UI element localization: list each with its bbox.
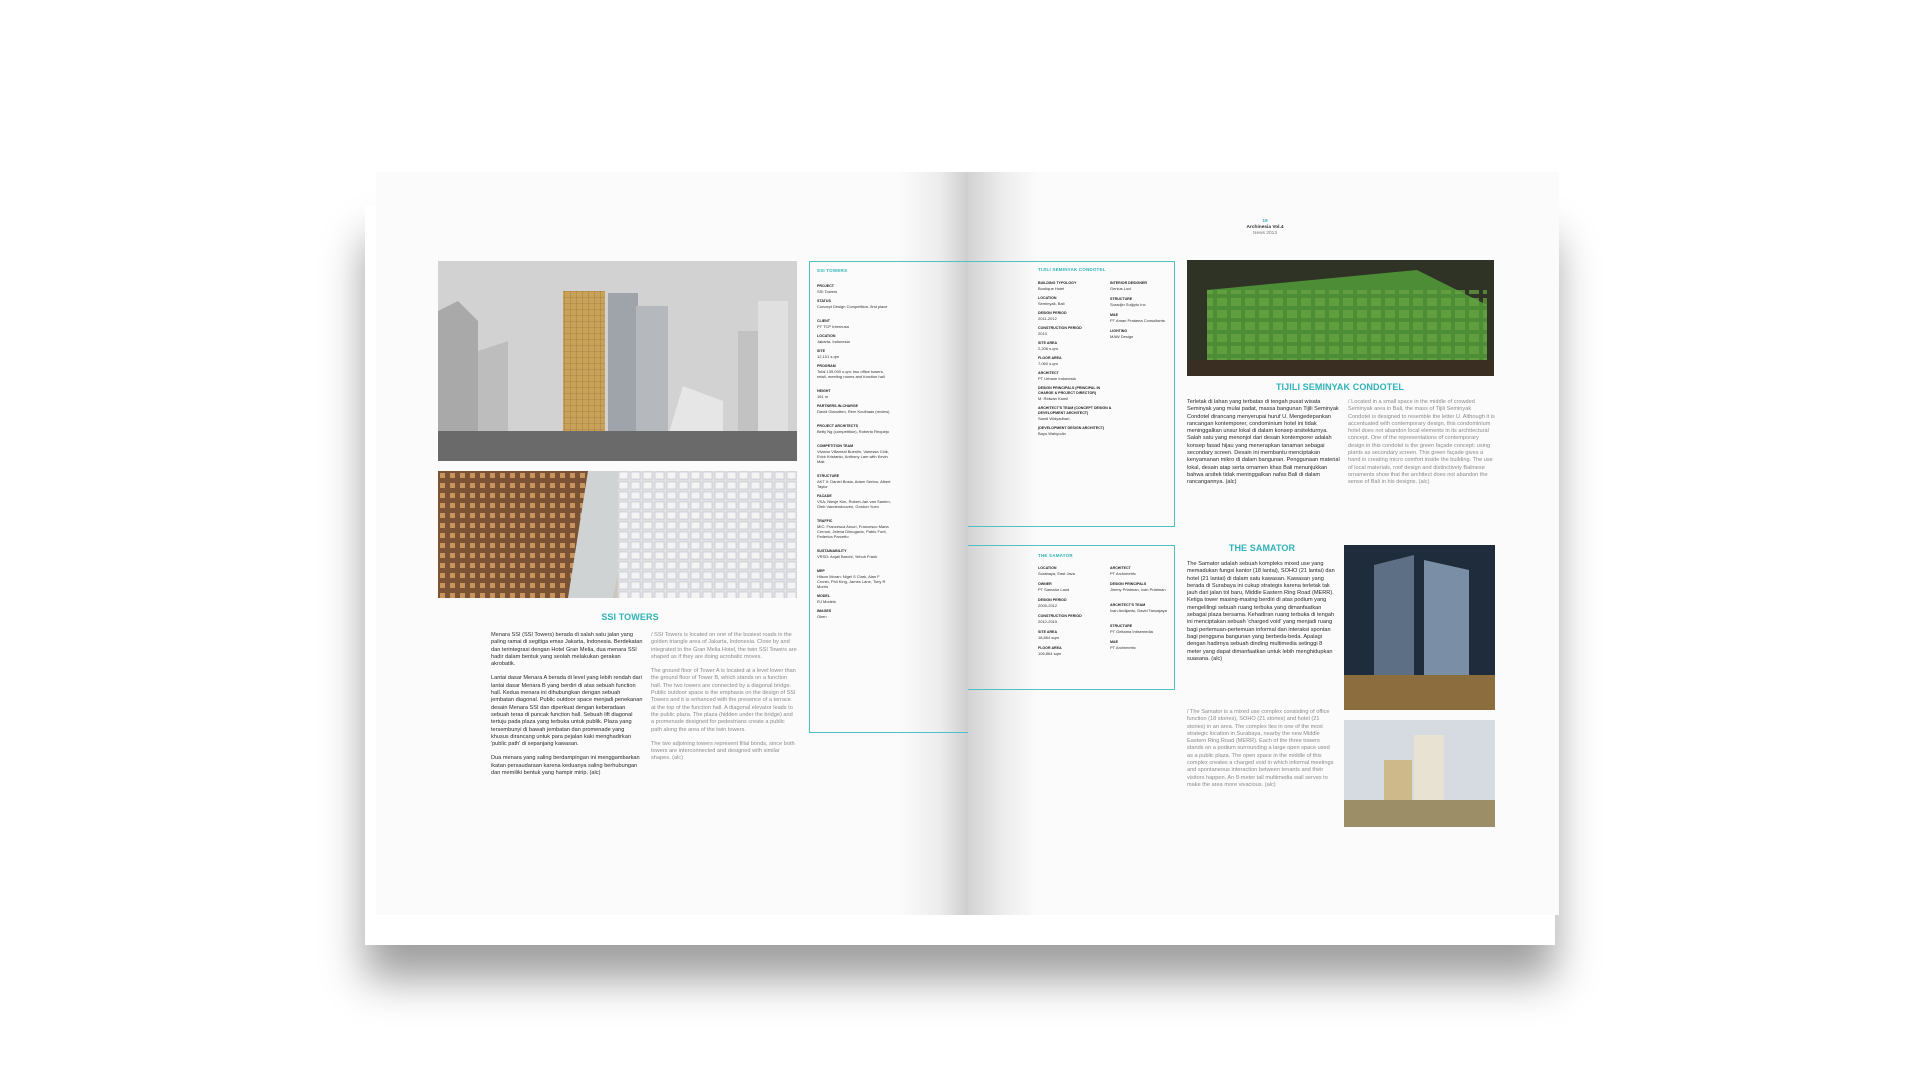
credit-value: 18,864 sqm <box>1038 635 1059 640</box>
credit-field <box>817 609 891 619</box>
credit-field <box>1038 646 1112 656</box>
ssi-id-paragraph: Lantai dasar Menara A berada di level yang lebih rendah dari lantai dasar Menara B yang berdiri di atas sebuah function hall. Kedua menara ini dihubungkan dengan sebuah jembatan diagonal. Public outdoor space menjadi penekanan desain Menara SSI dan diperkuat dengan keberadaan sebuah teras di puncak function hall. Sebuah lift diagonal tertuju pada plaza yang terbuka untuk publik. Plaza yang tersembunyi di bawah jembatan dan promenade yang khusus dirancang untuk para pejalan kaki menghadirkan 'public path' di sepanjang kawasan. <box>491 675 643 748</box>
credit-field <box>1110 582 1184 592</box>
credit-value: 2013 <box>1038 331 1047 336</box>
credit-label: ARCHITECT'S TEAM (CONCEPT DESIGN & DEVELOPMENT ARCHITECT) <box>1038 406 1112 415</box>
credit-label: DESIGN PERIOD <box>1038 598 1067 602</box>
credit-field <box>1110 566 1184 576</box>
samator-night-rendering <box>1344 545 1495 710</box>
credit-label: SITE AREA <box>1038 630 1058 634</box>
credit-label: PROJECT <box>817 284 834 288</box>
credit-field <box>817 404 891 414</box>
credit-field <box>817 349 891 359</box>
credit-label: (DEVELOPMENT DESIGN ARCHITECT) <box>1038 426 1105 430</box>
credit-value: M. Ridwan Kamil <box>1038 396 1069 401</box>
credit-label: ARCHITECT <box>1110 566 1131 570</box>
credit-value: PT Samator Land <box>1038 587 1070 592</box>
samator-heading: THE SAMATOR <box>1228 543 1296 553</box>
credit-label: FACADE <box>817 494 832 498</box>
credit-value: Jakarta, Indonesia <box>817 339 850 344</box>
credit-label: PARTNERS-IN-CHARGE <box>817 404 859 408</box>
credit-field <box>1038 281 1112 291</box>
magazine-volume: Archinesia Vol.4 <box>1246 225 1284 230</box>
credit-label: SUSTAINABILITY <box>817 549 847 553</box>
credit-value: 12,101 s.qm <box>817 354 840 359</box>
page-number: 19 <box>1262 219 1268 224</box>
credit-label: SITE <box>817 349 825 353</box>
tijili-credits-title: TIJILI SEMINYAK CONDOTEL <box>1038 267 1106 272</box>
credit-field <box>1038 356 1112 366</box>
credit-value: David Gianotten, Rem Koolhaas (review) <box>817 409 890 414</box>
ssi-credits-title: SSI TOWERS <box>817 268 848 273</box>
ssi-heading: SSI TOWERS <box>601 612 659 622</box>
credit-field <box>817 569 891 589</box>
page-folio <box>1230 219 1300 237</box>
credit-value: Total 139,000 s.qm: two office towers, retail, meeting rooms and function hall <box>817 369 885 379</box>
credit-label: FLOOR AREA <box>1038 646 1062 650</box>
samator-english-text: / The Samator is a mixed use complex consisting of office function (18 stories), SOHO (21 stories) and hotel (21 stories) in an area. The complex lies in one of the most strategic location in Surabaya, nearby the new Middle Eastern Ring Road (MERR). Each of the three towers stands on a podium surrounding a large open space used as a public plaza. The open space in the middle of this complex creates a charged void in which informal meetings and spontaneous interaction between tenants and their visitors happen. An 8-meter tall multimedia wall serves to make the area more vivacious. (alc) <box>1187 709 1334 788</box>
credit-field <box>817 549 891 559</box>
credit-field <box>1110 329 1184 339</box>
credit-value: Boutique Hotel <box>1038 286 1065 291</box>
credit-value: Concept Design Competition- first place <box>817 304 888 309</box>
credit-field <box>1038 296 1112 306</box>
credit-value: 2012-2015 <box>1038 619 1058 624</box>
credit-value: VRSD: Anjali Barohi, Yehuh Frank <box>817 554 878 559</box>
credit-label: MEP <box>817 569 825 573</box>
credit-value: RJ Models <box>817 599 836 604</box>
credit-field <box>1110 297 1184 307</box>
credit-label: BUILDING TYPOLOGY <box>1038 281 1077 285</box>
credit-field <box>1038 406 1112 421</box>
samator-credits-title: THE SAMATOR <box>1038 553 1073 558</box>
credit-field <box>817 494 891 509</box>
credit-field <box>1038 566 1112 576</box>
credit-value: Genius Loci <box>1110 286 1132 291</box>
credit-field <box>1038 426 1112 436</box>
credit-value: PT TCP Internusa <box>817 324 849 329</box>
ssi-en-paragraph: / SSI Towers is located on one of the busiest roads in the golden triangle area of Jakarta, Indonesia. Close by and integrated to the Gran Melia Hotel, the twin SSI Towers are shaped as if they are doing acrobatic moves. <box>651 632 797 660</box>
credit-field <box>1038 341 1112 351</box>
credit-field <box>1110 313 1184 323</box>
credit-label: STRUCTURE <box>1110 297 1133 301</box>
credit-value: PT Aman Pratama Consultants <box>1110 318 1165 323</box>
credit-value: AKT II: Daniel Bosia, Adam Sertou, Albert Taylor <box>817 479 891 489</box>
credit-label: ARCHITECT <box>1038 371 1059 375</box>
credit-field <box>1110 624 1184 634</box>
credit-field <box>817 519 891 539</box>
credit-value: PT Urbane Indonesia <box>1038 376 1076 381</box>
credit-label: STATUS <box>817 299 831 303</box>
credit-field <box>1038 386 1112 401</box>
credit-value: Ivan Andijanto, David Tanoajaya <box>1110 608 1167 613</box>
credit-field <box>817 389 891 399</box>
credit-value: 161 m <box>817 394 829 399</box>
credit-field <box>817 334 891 344</box>
credit-label: CLIENT <box>817 319 830 323</box>
credit-value: Seminyak, Bali <box>1038 301 1065 306</box>
ssi-en-paragraph: The two adjoining towers represent filial bonds, since both towers are interconnected and designed with similar shapes. (alc) <box>651 740 795 762</box>
credit-field <box>1038 326 1112 336</box>
credit-label: PROGRAM <box>817 364 836 368</box>
tijili-heading: TIJILI SEMINYAK CONDOTEL <box>1275 382 1405 392</box>
credit-label: DESIGN PRINCIPALS (PRINCIPAL IN CHARGE & PROJECT DIRECTOR) <box>1038 386 1101 395</box>
ssi-towers-facade-photo <box>438 471 797 598</box>
ssi-indonesian-text <box>491 632 643 777</box>
credit-field <box>1110 281 1184 291</box>
credit-field <box>817 364 891 379</box>
credit-field <box>1110 603 1184 613</box>
credit-label: HEIGHT <box>817 389 831 393</box>
credit-field <box>817 284 891 294</box>
credit-value: PT Geitama Intisemedia <box>1110 629 1153 634</box>
credit-label: LOCATION <box>817 334 836 338</box>
credit-label: INTERIOR DESIGNER <box>1110 281 1147 285</box>
credit-label: DESIGN PERIOD <box>1038 311 1067 315</box>
credit-field <box>817 299 891 309</box>
credit-value: 2011-2012 <box>1038 316 1057 321</box>
credit-field <box>1038 311 1112 321</box>
credit-label: SITE AREA <box>1038 341 1058 345</box>
credit-label: CONSTRUCTION PERIOD <box>1038 614 1082 618</box>
credit-value: SSI Towers <box>817 289 838 294</box>
tijili-condotel-photo <box>1187 260 1494 376</box>
samator-indonesian-text: The Samator adalah sebuah kompleks mixed use yang memadukan fungsi kantor (18 lantai), SOHO (21 lantai) dan hotel (21 lantai) di dalam satu kawasan. Kawasan yang berada di Surabaya ini cukup strategis karena terletak tak jauh dari jalan tol baru, Middle Eastern Ring Road (MERR). Ketiga tower masing-masing berdiri di atas podium yang mengelilingi sebuah ruang terbuka yang dimanfaatkan sebagai plaza bersama. Kehadiran ruang terbuka di tengah ini menciptakan sebuah 'charged void' yang menjadi ruang bagi pertemuan-pertemuan informal dan interaksi spontan bagi pengguna bangunan yang berbeda-beda. Apalagi dengan hadirnya sebuah dinding multimedia setinggi 8 meter yang dapat dimanfaatkan untuk lebih menghidupkan suasana. (alc) <box>1187 561 1335 662</box>
credit-value: Oken <box>817 614 827 619</box>
credit-value: Surabaya, East Java <box>1038 571 1075 576</box>
ssi-id-paragraph: Menara SSI (SSI Towers) berada di salah satu jalan yang paling ramai di segitiga emas Jakarta, Indonesia. Berdekatan dan terintegrasi dengan Hotel Gran Melia, dua menara SSI hadir dalam bentuk yang seolah melakukan gerakan akrobatik. <box>491 632 643 668</box>
issue-date: News 2013 <box>1253 231 1277 236</box>
credit-label: LOCATION <box>1038 566 1057 570</box>
credit-label: STRUCTURE <box>1110 624 1133 628</box>
tijili-english-text: / Located in a small space in the middle of crowded Seminyak area in Bali, the mass of Tijili Seminyak Condotel is designed to resemble the letter U. Although it is accentuated with contemporary design, this condominium hotel does not abandon local elements in its architectural concept. One of the representations of contemporary design in this condotel is the green façade concept: using plants as secondary screen. This green façade gives a hand in creating micro comfort inside the building. The use of local materials, roof design and distinctively Balinese ornaments show that the architect does not abandon the sense of Bali in his designs. (alc) <box>1348 399 1495 486</box>
credit-value: Suradjin Sutjipto Inc <box>1110 302 1146 307</box>
credit-label: COMPETITION TEAM <box>817 444 854 448</box>
credit-label: ARCHITECT'S TEAM <box>1110 603 1146 607</box>
credit-label: STRUCTURE <box>817 474 840 478</box>
credit-field <box>1038 371 1112 381</box>
ssi-id-paragraph: Dua menara yang saling berdampingan ini menggambarkan ikatan persaudaraan karena keduanya saling berhubungan dan memiliki bentuk yang hampir mirip. (alc) <box>491 755 640 777</box>
credit-value: PT Archimetric <box>1110 645 1136 650</box>
credit-value: Bayu Wahyudin <box>1038 431 1066 436</box>
credit-value: 2,206 s.qm <box>1038 346 1058 351</box>
credit-value: 2009-2012 <box>1038 603 1058 608</box>
credit-label: TRAFFIC <box>817 519 833 523</box>
credit-label: LIGHTING <box>1110 329 1128 333</box>
credit-field <box>817 444 891 464</box>
credit-field <box>1038 630 1112 640</box>
credit-value: Hilson Moran: Nigel S Clark, Alan F Cronin, Phil King, James Lane, Tony R Morris <box>817 574 886 589</box>
credit-label: IMAGES <box>817 609 832 613</box>
credit-field <box>817 424 891 434</box>
credit-field <box>1038 614 1112 624</box>
credit-value: 106,864 sqm <box>1038 651 1062 656</box>
credit-value: Sandi Widyadhari, <box>1038 416 1071 421</box>
credit-field <box>1038 582 1112 592</box>
credit-label: OWNER <box>1038 582 1052 586</box>
credit-value: MAW Design <box>1110 334 1134 339</box>
credit-field <box>1038 598 1112 608</box>
credit-label: DESIGN PRINCIPALS <box>1110 582 1147 586</box>
tijili-indonesian-text: Terletak di lahan yang terbatas di tengah pusat wisata Seminyak yang mulai padat, massa bangunan Tijili Seminyak Condotel dirancang menyerupai huruf U. Mengedepankan rancangan kontemporer, condominium hotel ini tidak meninggalkan unsur lokal di dalam konsep arsitekturnya. Salah satu yang menonjol dari desain kontemporer adalah konsep fasad hijau yang menerapkan tanaman sebagai secondary screen. Desain ini membantu menciptakan kenyamanan mikro di dalam bangunan. Penggunaan material lokal, desain atap serta ornamen khas Bali menunjukkan bahwa arsitek tidak meninggalkan nafas Bali di dalam rancangannya. (alc) <box>1187 399 1340 486</box>
credit-label: M&E <box>1110 313 1118 317</box>
credit-label: PROJECT ARCHITECTS <box>817 424 858 428</box>
credit-value: PT Archimetric <box>1110 571 1136 576</box>
credit-label: LOCATION <box>1038 296 1057 300</box>
credit-value: Jimmy Priatman, Ivan Priatman <box>1110 587 1166 592</box>
credit-value: 7,060 s.qm <box>1038 361 1058 366</box>
credit-value: Betty Ng (competition), Roberto Requejo <box>817 429 890 434</box>
credit-label: M&E <box>1110 640 1118 644</box>
credit-label: FLOOR AREA <box>1038 356 1062 360</box>
credit-value: VSA: Niesje Kim, Robert-Jan van Santen, Gleb Vandendooven, Gordon Yuen <box>817 499 891 509</box>
credit-value: Viviano Villarreal Buenlin, Vanessa Chik, Erick Kristanto, Anthony Lam with Kevin Mak <box>817 449 889 464</box>
ssi-english-text <box>651 632 797 763</box>
credit-field <box>817 474 891 489</box>
credit-label: CONSTRUCTION PERIOD <box>1038 326 1082 330</box>
credit-field <box>817 319 891 329</box>
credit-field <box>1110 640 1184 650</box>
credit-label: MODEL <box>817 594 830 598</box>
ssi-en-paragraph: The ground floor of Tower A is located at a level lower than the ground floor of Tower B, which stands on a function hall. The two towers are connected by a diagonal bridge. Public outdoor space is the emphasis on the design of SSI Towers and it is enhanced with the presence of a terrace at the top of the function hall. A diagonal elevator leads to the public plaza. The plaza (hidden under the bridge) and a promenade designed for pedestrians create a public path along the area of the twin towers. <box>651 668 796 733</box>
credit-field <box>817 594 891 604</box>
ssi-towers-rendering <box>438 261 797 461</box>
samator-aerial-rendering <box>1344 720 1495 827</box>
credit-value: MIC: Francesca Arcuri, Francesco Maria Cerroni, Jelena Dimogavic, Pablo Forti, Federica Parcetto <box>817 524 889 539</box>
